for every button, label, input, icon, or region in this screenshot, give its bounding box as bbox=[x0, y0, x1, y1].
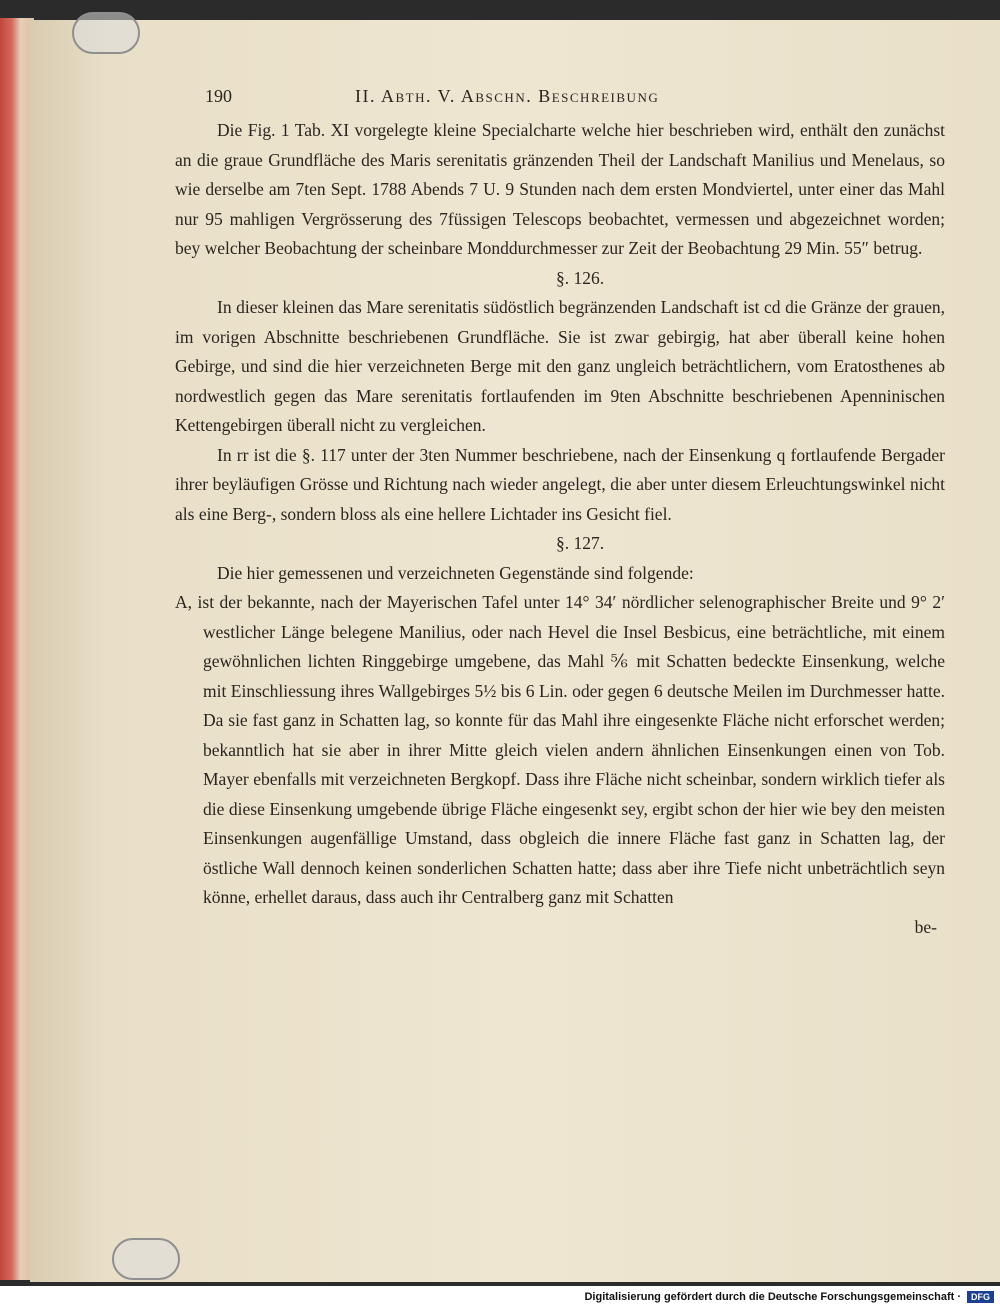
paragraph-landscape: In dieser kleinen das Mare serenitatis südöstlich begränzenden Landschaft ist cd die Gränze der grauen, im vorigen Abschnitte beschriebenen Grundfläche. Sie ist zwar gebirgig, hat aber überall keine hohen Gebirge, und sind die hier verzeichneten Berge mit den ganz ungleich beträchtlichern, vom Eratosthenes ab nordwestlich gegen das Mare serenitatis fortlaufenden im 9ten Abschnitte beschriebenen Apenninischen Kettengebirgen überall nicht zu vergleichen. bbox=[175, 297, 945, 435]
paragraph-intro: Die Fig. 1 Tab. XI vorgelegte kleine Specialcharte welche hier beschrieben wird, enthält den zunächst an die graue Grundfläche des Maris serenitatis gränzenden Theil der Landschaft Manilius und Menelaus, so wie derselbe am 7ten Sept. 1788 Abends 7 U. 9 Stunden nach dem ersten Mondviertel, unter einer das Mahl nur 95 mahligen Vergrösserung des 7füssigen Telescops beobachtet, vermessen und abgezeichnet worden; bey welcher Beobachtung der scheinbare Monddurchmesser zur Zeit der Beobachtung 29 Min. 55″ betrug. bbox=[175, 120, 945, 258]
book-page-edges bbox=[0, 18, 34, 1280]
running-head bbox=[175, 82, 945, 116]
digitization-footer bbox=[0, 1286, 1000, 1308]
running-title: II. Abth. V. Abschn. Beschreibung bbox=[355, 86, 660, 106]
section-heading-127: §. 127. bbox=[555, 533, 605, 553]
paragraph-objects: Die hier gemessenen und verzeichneten Gegenstände sind folgende: bbox=[217, 562, 694, 583]
page-clip-bottom bbox=[112, 1238, 180, 1280]
page-clip-top bbox=[72, 12, 140, 54]
catchword: be- bbox=[914, 916, 937, 937]
page-text bbox=[175, 82, 945, 942]
paragraph-rr: In rr ist die §. 117 unter der 3ten Nummer beschriebene, nach der Einsenkung q fortlaufende Bergader ihrer beyläufigen Grösse und Richtung nach wieder angelegt, die aber unter diesem Erleuchtungswinkel nicht als eine Berg-, sondern bloss als eine hellere Lichtader ins Gesicht fiel. bbox=[175, 444, 945, 524]
footer-text: Digitalisierung gefördert durch die Deutsche Forschungsgemeinschaft · bbox=[584, 1291, 961, 1303]
page-number: 190 bbox=[205, 86, 232, 106]
dfg-logo: DFG bbox=[967, 1291, 994, 1303]
section-heading-126: §. 126. bbox=[555, 267, 605, 288]
paragraph-item-a: A, ist der bekannte, nach der Mayerischen Tafel unter 14° 34′ nördlicher selenographischer Breite und 9° 2′ westlicher Länge belegene Manilius, oder nach Hevel die Insel Besbicus, eine beträchtliche, mit einem gewöhnlichen lichten Ringgebirge umgebene, das Mahl ⅚ mit Schatten bedeckte Einsenkung, welche mit Einschliessung ihres Wallgebirges 5½ bis 6 Lin. oder gegen 6 deutsche Meilen im Durchmesser hatte. Da sie fast ganz in Schatten lag, so konnte für das Mahl ihre eingesenkte Fläche nicht erforschet werden; bekanntlich hat sie aber in ihrer Mitte gleich vielen andern ähnlichen Einsenkungen einen von Tob. Mayer ebenfalls mit verzeichneten Bergkopf. Dass ihre Fläche nicht scheinbar, sondern wirklich tiefer als die diese Einsenkung umgebende übrige Fläche eingesenkt sey, ergibt schon der hier wie bey den meisten Einsenkungen augenfällige Umstand, dass obgleich die innere Fläche fast ganz in Schatten lag, der östliche Wall dennoch keinen sonderlichen Schatten hatte; dass aber ihre Tiefe nicht unbeträchtlich seyn könne, erhellet daraus, dass auch ihr Centralberg ganz mit Schatten bbox=[175, 592, 945, 907]
